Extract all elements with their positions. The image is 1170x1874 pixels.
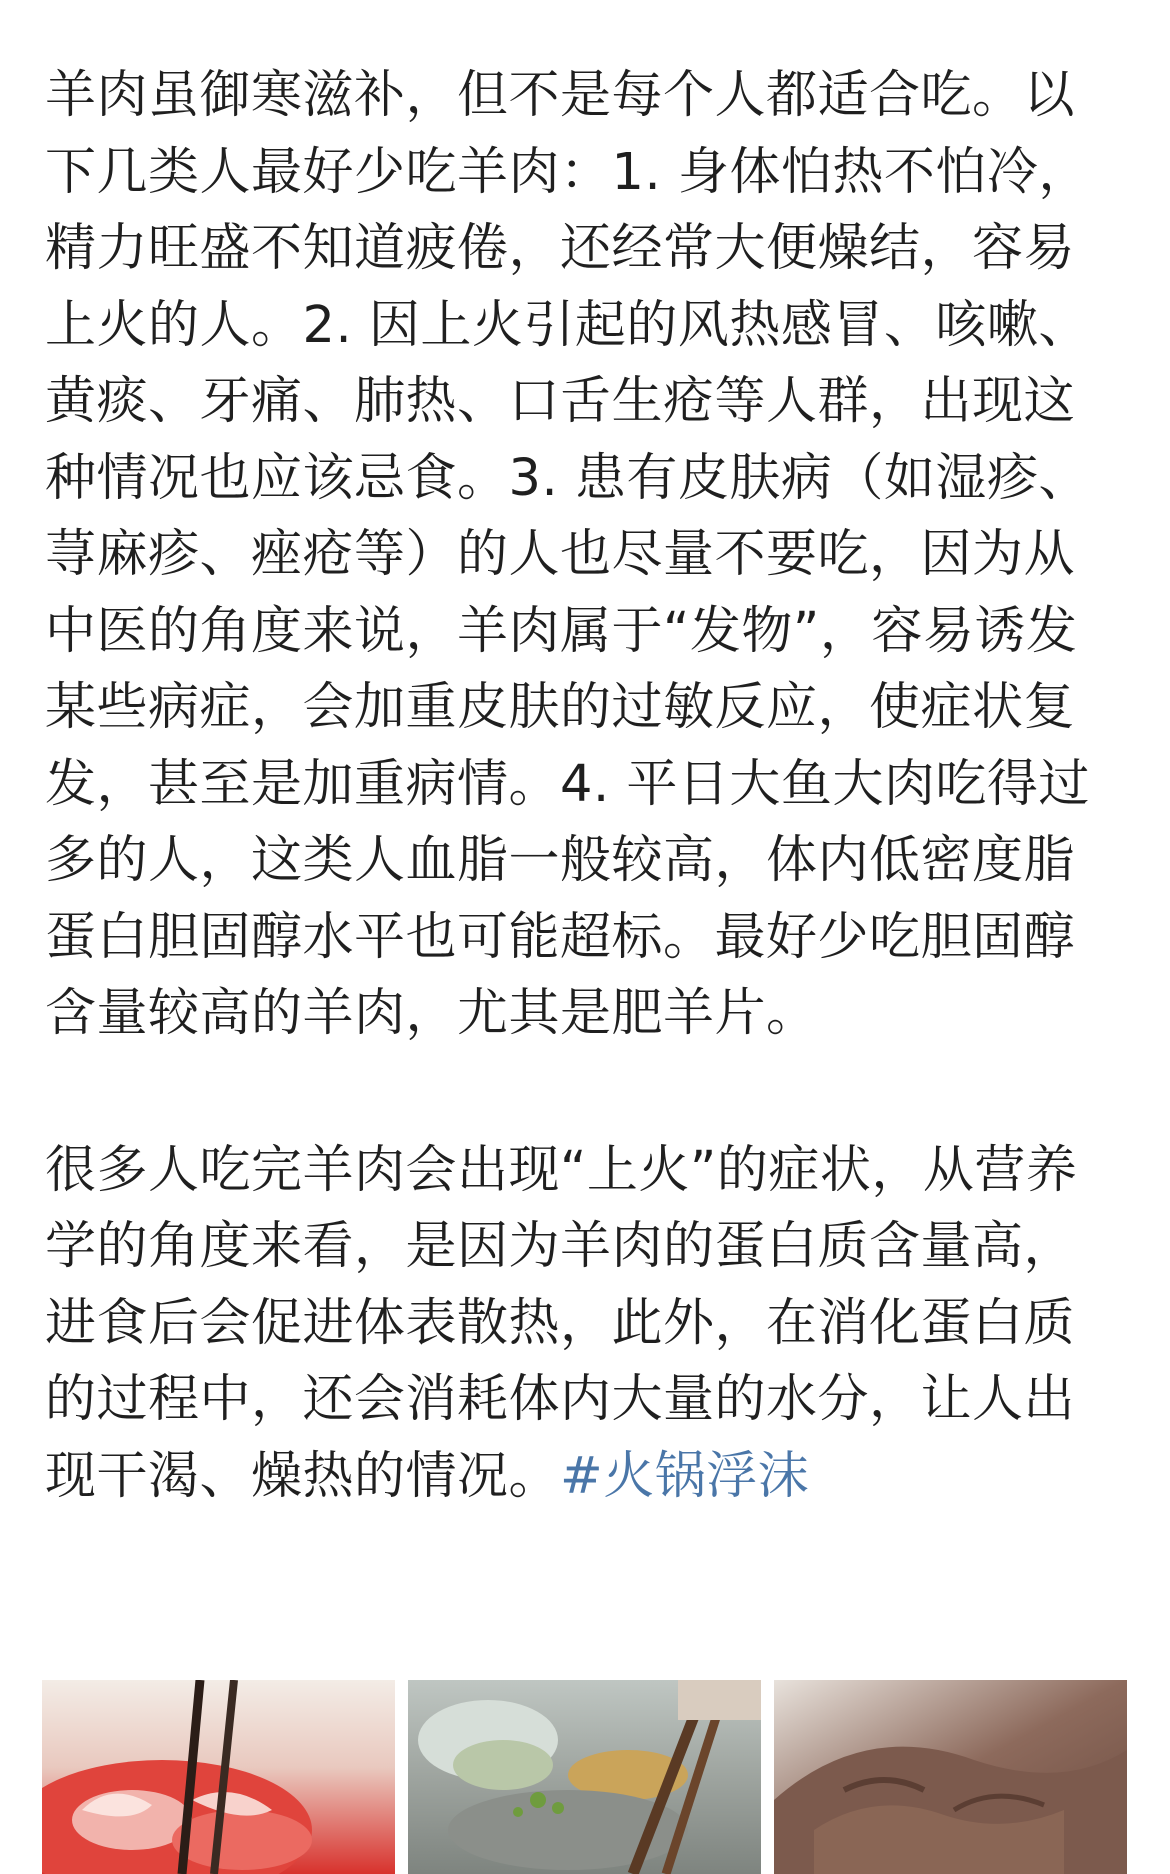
post-paragraph-2-text: 很多人吃完羊肉会出现“上火”的症状，从营养学的角度来看，是因为羊肉的蛋白质含量高，进食后会促进体表散热，此外，在消化蛋白质的过程中，还会消耗体内大量的水分，让人出现干渴、燥热的情况。 — [45, 1140, 1078, 1506]
post-paragraph-1: 羊肉虽御寒滋补，但不是每个人都适合吃。以下几类人最好少吃羊肉：1. 身体怕热不怕冷，精力旺盛不知道疲倦，还经常大便燥结，容易上火的人。2. 因上火引起的风热感冒、咳嗽、黄痰、牙痛、肺热、口舌生疮等人群，出现这种情况也应该忌食。3. 患有皮肤病（如湿疹、荨麻疹、痤疮等）的人也尽量不要吃，因为从中医的角度来说，羊肉属于“发物”，容易诱发某些病症，会加重皮肤的过敏反应，使症状复发，甚至是加重病情。4. 平日大鱼大肉吃得过多的人，这类人血脂一般较高，体内低密度脂蛋白胆固醇水平也可能超标。最好少吃胆固醇含量较高的羊肉，尤其是肥羊片。 — [45, 66, 1090, 1043]
text-fade-overlay — [0, 1515, 1170, 1560]
gallery-image-1[interactable] — [42, 1680, 395, 1874]
gallery-image-2[interactable] — [408, 1680, 761, 1874]
gallery-image-3[interactable] — [774, 1680, 1127, 1874]
post-body — [45, 58, 1125, 1515]
hashtag-link[interactable]: #火锅浮沫 — [560, 1446, 810, 1506]
post-paragraph-2 — [45, 1133, 1125, 1516]
image-gallery — [42, 1680, 1128, 1874]
